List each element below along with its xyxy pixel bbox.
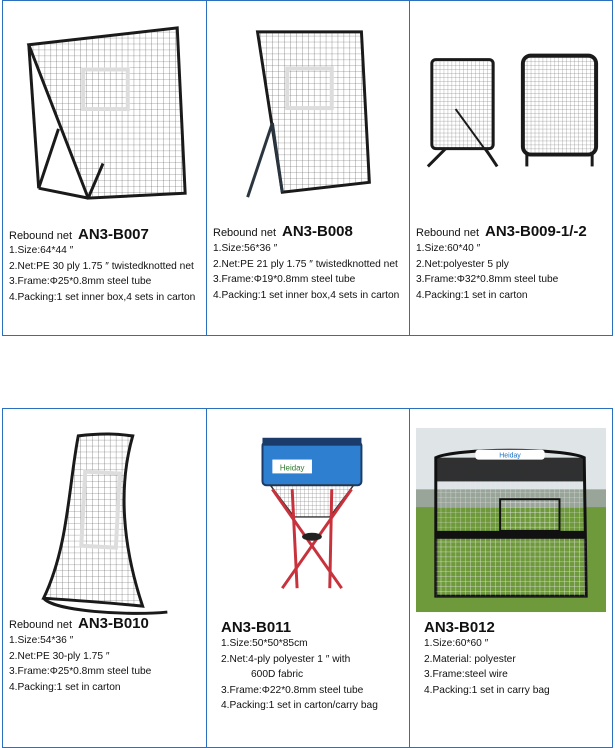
rebound-net-b010-illustration: [9, 427, 200, 617]
spec-net: 2.Net:polyester 5 ply: [416, 258, 509, 270]
spec-packing: 4.Packing:1 set in carton/carry bag: [221, 700, 378, 711]
product-image-b009: [416, 49, 606, 174]
spec-net: 2.Net:PE 30 ply 1.75 ″ twistedknotted net: [9, 260, 194, 272]
spec-frame: 3.Frame:steel wire: [424, 669, 508, 680]
product-cell-b010: [2, 408, 207, 748]
product-image-b012: [416, 427, 606, 613]
spec-size: 1.Size:50*50*85cm: [221, 638, 308, 649]
product-image-b011: [213, 429, 403, 594]
spec-frame: 3.Frame:Φ32*0.8mm steel tube: [416, 274, 559, 285]
spec-packing: 4.Packing:1 set in carton: [416, 289, 528, 301]
spec-net: 2.Net:PE 21 ply 1.75 ″ twistedknotted net: [213, 258, 398, 270]
spec-size: 1.Size:56*36 ″: [213, 243, 278, 254]
product-specs-b007: [9, 243, 204, 305]
product-image-b007: [9, 19, 200, 209]
ball-caddy-b011-illustration: [213, 429, 403, 594]
product-title-b010: [9, 615, 149, 633]
product-prefix: Rebound net: [9, 230, 72, 242]
product-cell-b011: [206, 408, 410, 748]
spec-frame: 3.Frame:Φ25*0.8mm steel tube: [9, 666, 152, 677]
product-title-b012: [424, 619, 495, 637]
product-specs-b011: [221, 636, 407, 714]
spec-size: 1.Size:60*40 ″: [416, 243, 481, 254]
product-model: AN3-B012: [424, 619, 495, 636]
spec-size: 1.Size:54*36 ″: [9, 635, 74, 646]
product-prefix: Rebound net: [9, 619, 72, 631]
product-specs-b008: [213, 241, 407, 303]
spec-packing: 4.Packing:1 set inner box,4 sets in carton: [9, 291, 196, 303]
product-cell-b007: [2, 0, 207, 336]
spec-size: 1.Size:64*44 ″: [9, 245, 74, 256]
spec-frame: 3.Frame:Φ22*0.8mm steel tube: [221, 684, 364, 696]
product-title-b011: [221, 619, 291, 637]
product-image-b010: [9, 427, 200, 617]
spec-net: 2.Net:PE 30-ply 1.75 ″: [9, 650, 110, 662]
bag-brand-label: Heiday: [279, 463, 305, 473]
goal-brand-label: Heiday: [499, 452, 521, 460]
product-model: AN3-B011: [221, 619, 292, 636]
product-title-b009: [416, 223, 587, 241]
product-model: AN3-B007: [78, 226, 149, 243]
product-cell-b008: [206, 0, 410, 336]
spec-packing: 4.Packing:1 set inner box,4 sets in carton: [213, 289, 400, 301]
product-cell-b009: [409, 0, 613, 336]
spec-frame: 3.Frame:Φ25*0.8mm steel tube: [9, 276, 152, 287]
product-prefix: Rebound net: [416, 227, 479, 239]
product-specs-b010: [9, 633, 204, 695]
product-title-b007: [9, 226, 149, 244]
product-specs-b009: [416, 241, 610, 303]
rebound-net-b008-illustration: [213, 23, 403, 208]
product-model: AN3-B009-1/-2: [485, 223, 587, 240]
product-specs-b012: [424, 636, 610, 698]
product-model: AN3-B008: [282, 223, 353, 240]
product-image-b008: [213, 23, 403, 208]
spec-frame: 3.Frame:Φ19*0.8mm steel tube: [213, 274, 356, 285]
pop-up-goal-b012-illustration: [416, 427, 606, 613]
rebound-net-b007-illustration: [9, 19, 200, 209]
product-prefix: Rebound net: [213, 227, 276, 239]
product-title-b008: [213, 223, 353, 241]
spec-packing: 4.Packing:1 set in carton: [9, 681, 121, 693]
product-cell-b012: [409, 408, 613, 748]
spec-net-continued: 600D fabric: [251, 669, 304, 680]
spec-net: 2.Net:4-ply polyester 1 ″ with: [221, 653, 351, 665]
spec-material: 2.Material: polyester: [424, 653, 516, 665]
spec-packing: 4.Packing:1 set in carry bag: [424, 684, 550, 696]
product-model: AN3-B010: [78, 615, 149, 632]
spec-size: 1.Size:60*60 ″: [424, 638, 489, 649]
rebound-net-b009-illustration: [416, 49, 606, 174]
